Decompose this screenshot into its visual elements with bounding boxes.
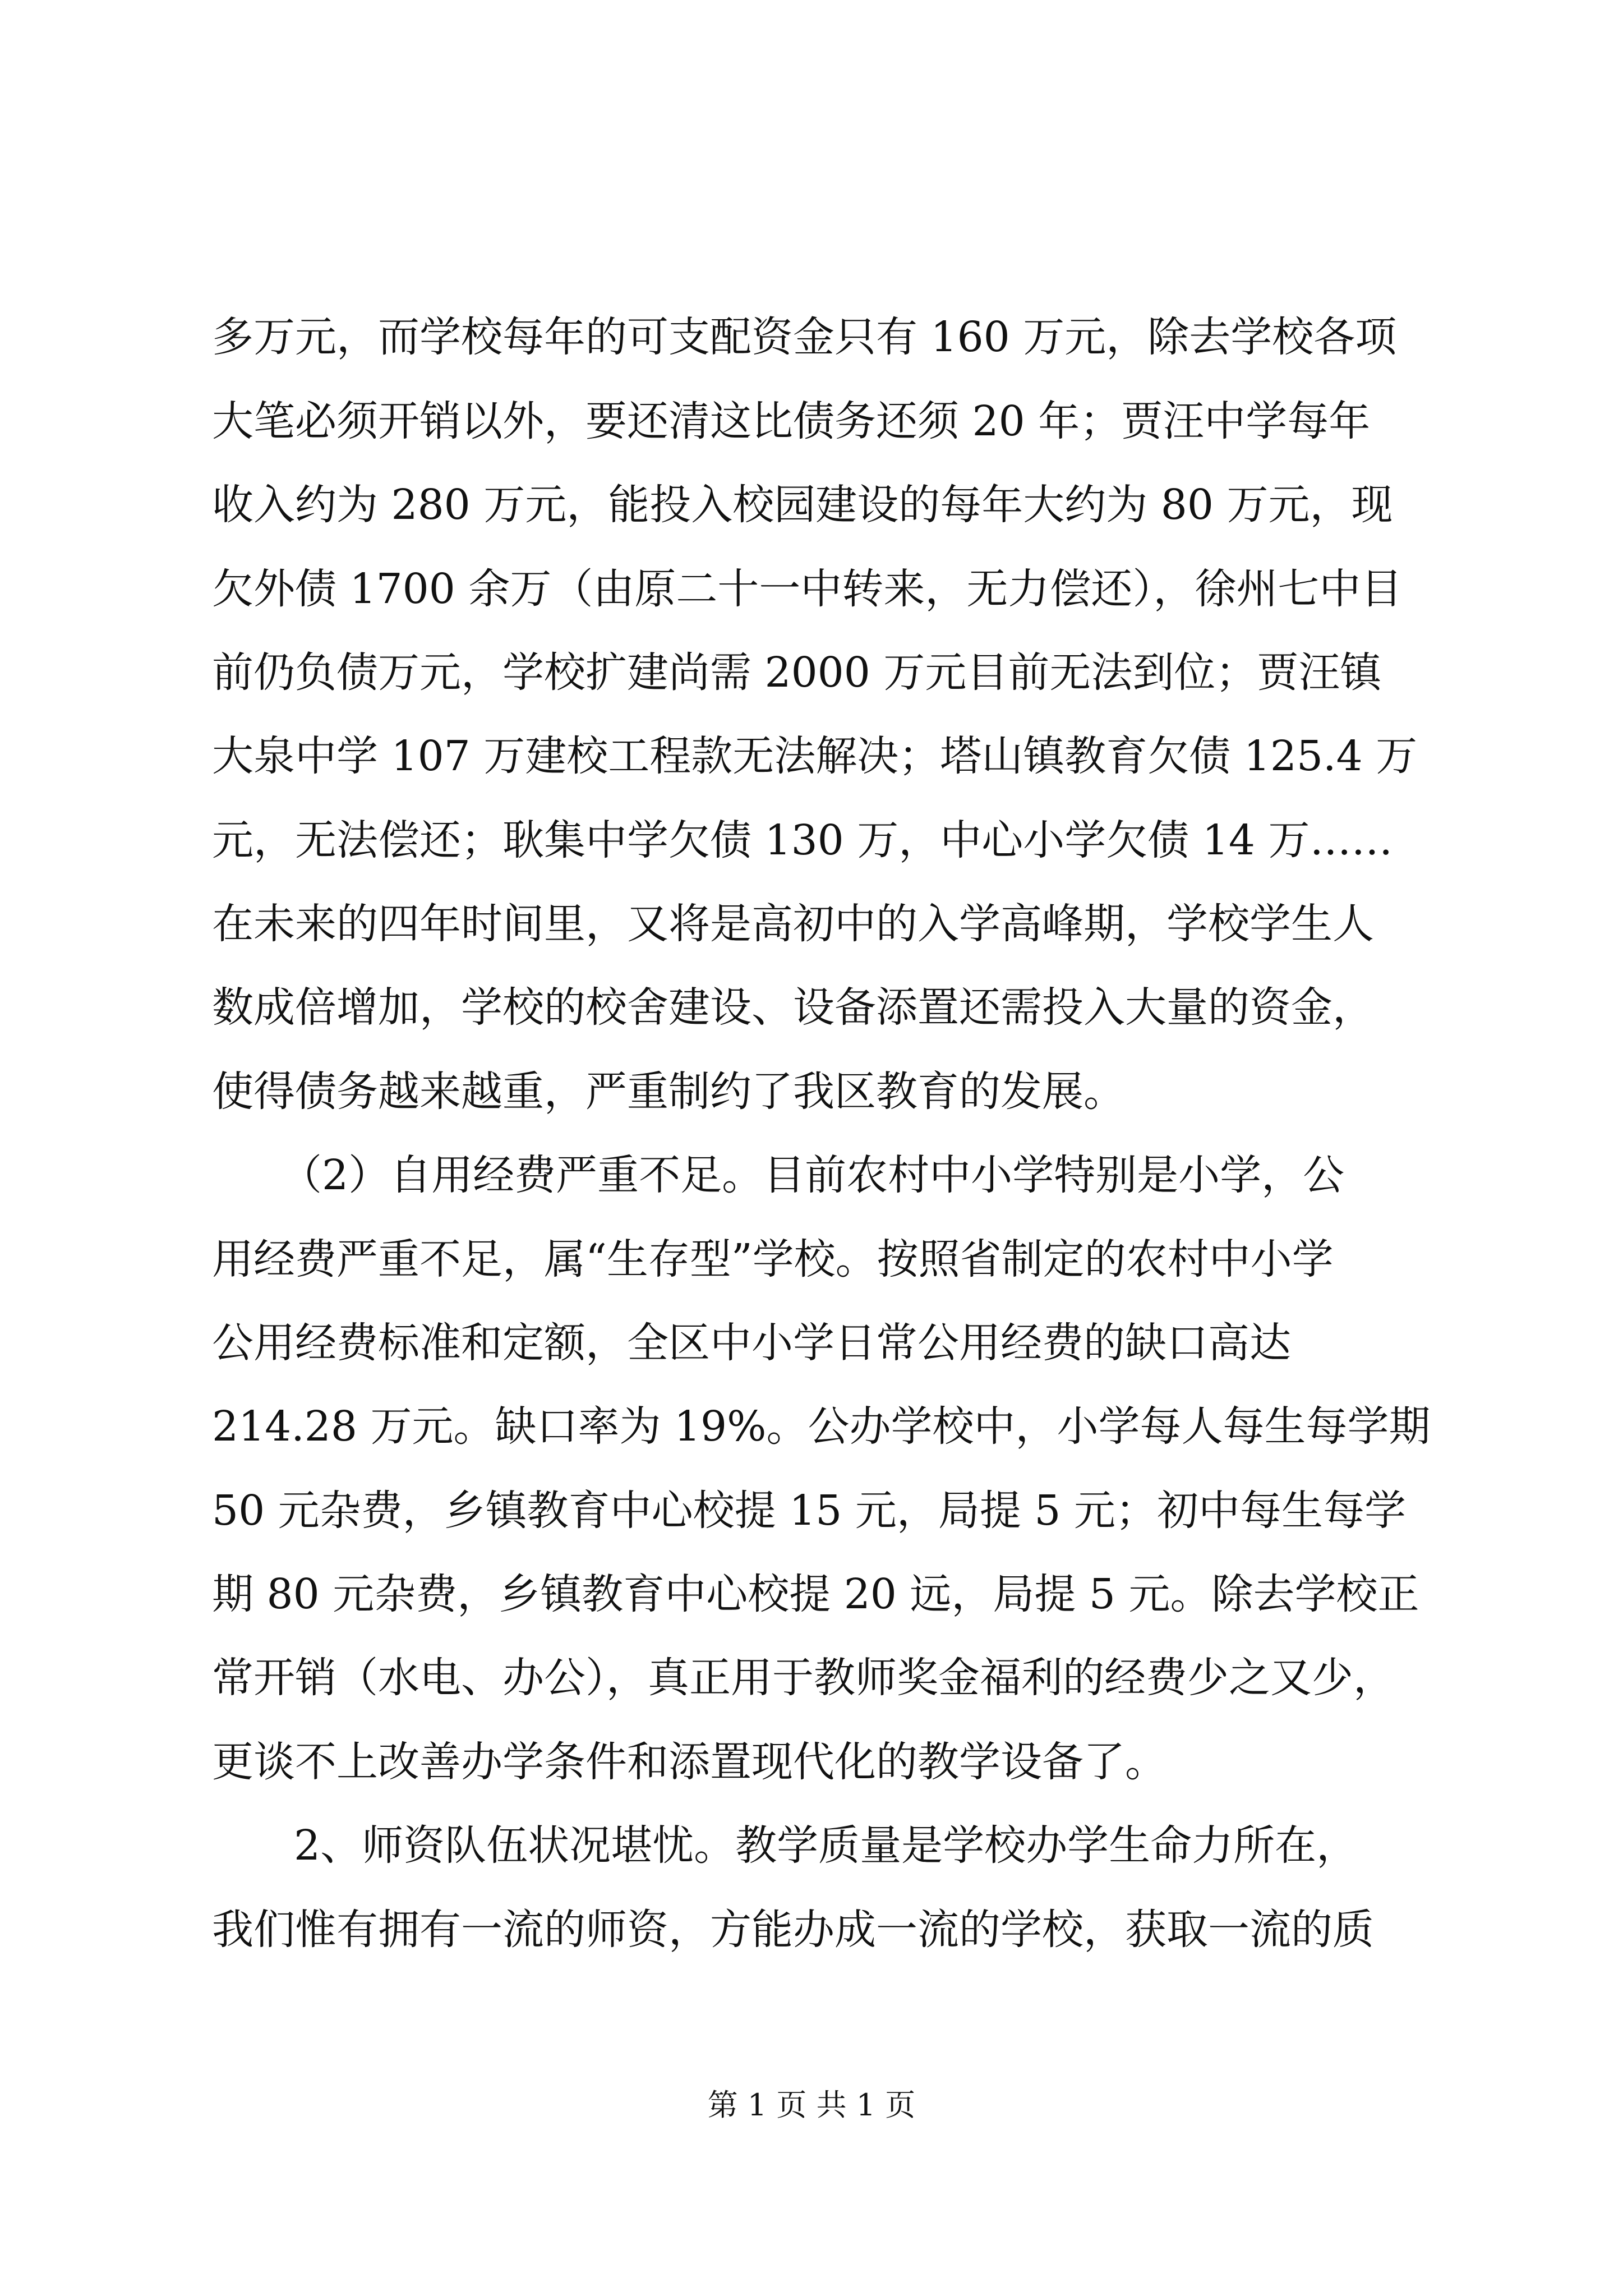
text-line: 50 元杂费，乡镇教育中心校提 15 元，局提 5 元；初中每生每学 [212, 1487, 1407, 1535]
text-line: 大泉中学 107 万建校工程款无法解决；塔山镇教育欠债 125.4 万 [212, 732, 1418, 780]
text-line: 公用经费标准和定额，全区中小学日常公用经费的缺口高达 [212, 1319, 1291, 1367]
text-line: 期 80 元杂费，乡镇教育中心校提 20 远，局提 5 元。除去学校正 [212, 1570, 1419, 1618]
text-line: 元，无法偿还；耿集中学欠债 130 万，中心小学欠债 14 万…… [212, 816, 1393, 864]
text-line: （2）自用经费严重不足。目前农村中小学特别是小学，公 [280, 1151, 1345, 1199]
text-line: 使得债务越来越重，严重制约了我区教育的发展。 [212, 1068, 1125, 1116]
text-line: 多万元，而学校每年的可支配资金只有 160 万元，除去学校各项 [212, 313, 1397, 361]
text-line: 更谈不上改善办学条件和添置现代化的教学设备了。 [212, 1738, 1166, 1786]
text-line: 用经费严重不足，属“生存型”学校。按照省制定的农村中小学 [212, 1235, 1334, 1283]
text-line: 前仍负债万元，学校扩建尚需 2000 万元目前无法到位；贾汪镇 [212, 648, 1382, 697]
text-line: 214.28 万元。缺口率为 19%。公办学校中，小学每人每生每学期 [212, 1402, 1431, 1451]
text-line: 欠外债 1700 余万（由原二十一中转来，无力偿还），徐州七中目 [212, 565, 1403, 613]
text-line: 数成倍增加，学校的校舍建设、设备添置还需投入大量的资金， [212, 983, 1374, 1032]
text-line: 常开销（水电、办公），真正用于教师奖金福利的经费少之又少， [212, 1654, 1395, 1702]
text-line: 我们惟有拥有一流的师资，方能办成一流的学校，获取一流的质 [212, 1906, 1374, 1954]
text-line: 收入约为 280 万元，能投入校园建设的每年大约为 80 万元，现 [212, 481, 1393, 529]
page-number-footer: 第 1 页 共 1 页 [707, 2087, 916, 2123]
text-line: 大笔必须开销以外，要还清这比债务还须 20 年；贾汪中学每年 [212, 397, 1371, 445]
text-line: 2、师资队伍状况堪忧。教学质量是学校办学生命力所在， [294, 1821, 1358, 1870]
text-line: 在未来的四年时间里，又将是高初中的入学高峰期，学校学生人 [212, 900, 1374, 948]
